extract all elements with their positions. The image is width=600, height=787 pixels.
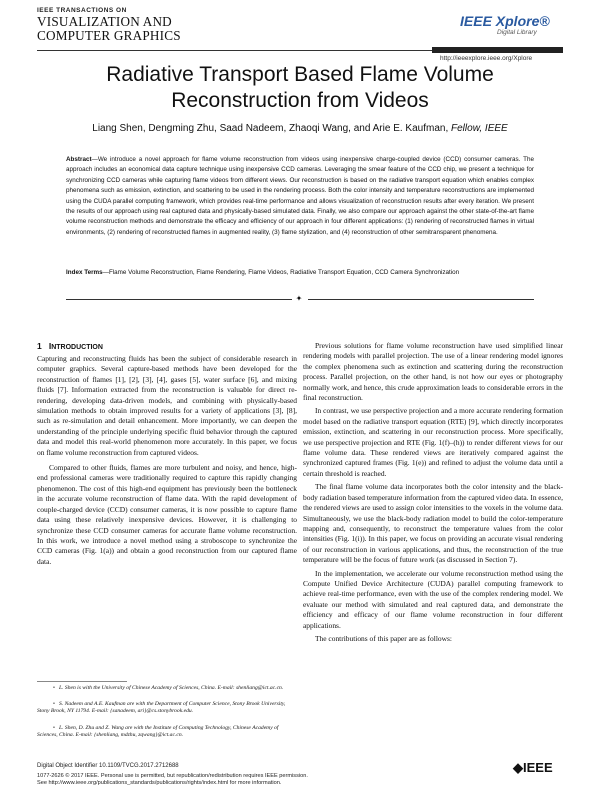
body-paragraph: Previous solutions for flame volume reconstruction have used simplified linear rendering models with parallel projection. The use of a linear rendering model ignores the complex phenomena such as extinction and scattering during the reconstruction process. Parallel projection, on the other hand, is not how our eyes or photography normally work, and hence, this crude approximation leads to considerable errors in the final reconstruction. — [303, 341, 563, 403]
journal-series-label: IEEE TRANSACTIONS ON — [37, 7, 127, 14]
copyright-line2: See http://www.ieee.org/publications_standards/publications/rights/index.html for more information. — [37, 780, 282, 787]
footnote-text: L. Shen, D. Zhu and Z. Wang are with the Institute of Computing Technology, Chinese Academy of Sciences, China. E-mail: {shenliang, mdzhu, zqwang}@ict.ac.cn. — [37, 725, 279, 739]
ieee-logo-icon: ◆IEEE — [513, 760, 553, 775]
journal-name — [37, 15, 181, 43]
abstract-label: Abstract — [66, 156, 92, 163]
paper-title-line2: Reconstruction from Videos — [171, 89, 429, 112]
abstract-text: —We introduce a novel approach for flame volume reconstruction from videos using inexpensive charge-coupled device (CCD) consumer cameras. The approach includes an economical data capture technique using inexpensive CCD cameras. Leveraging the smear feature of the CCD chip, we present a technique for synchronizing CCD cameras while capturing flame videos from different views. Our reconstruction is based on the radiative transport equation which enables complex phenomena such as emission, extinction, and scattering to be used in the rendering process. Both the color intensity and temperature reconstructions are implemented using the CUDA parallel computing framework, which provides real-time performance and allows visualization of reconstruction results after every iteration. We present the results of our approach using real captured data and physically-based simulated data. Finally, we also compare our approach against the other state-of-the-art flame volume reconstruction methods and demonstrate the efficacy and efficiency of our approach in four different applications: (1) rendering of reconstructed flames in virtual environments, (2) rendering of reconstructed flames in augmented reality, (3) flame stylization, and (4) reconstruction of other semitransparent phenomena. — [66, 156, 534, 236]
doi-identifier: Digital Object Identifier 10.1109/TVCG.2017.2712688 — [37, 763, 179, 769]
divider-ornament-icon: ✦ — [295, 294, 303, 303]
body-paragraph: Capturing and reconstructing fluids has been the subject of considerable research in computer graphics. Several capture-based methods have been developed for the reconstruction of flames [1], [2], [3], [4], gases [5], water surface [6], and mixing fluids [7]. Information extracted from the reconstruction is valuable for direct re-rendering, developing data-driven models, and combining with physically-based simulation methods to obtain improved results for a variety of applications [3], [8], such as re-simulation and detail enhancement. More importantly, we can deepen the understanding of the principle underlying specific fluid behavior through the captured data and model this real-world phenomenon more accurately. In this paper, we focus on flame volume reconstruction from captured videos. — [37, 354, 297, 457]
section-divider-left — [66, 299, 292, 300]
author-names: Liang Shen, Dengming Zhu, Saad Nadeem, Zhaoqi Wang, and Arie E. Kaufman, — [92, 123, 449, 134]
body-paragraph: Compared to other fluids, flames are more turbulent and noisy, and hence, high-end professional cameras were traditionally required to capture this rapidly changing phenomenon. The cost of this high-end equipment has previously been the bottleneck in the accurate volume reconstruction of flame data. With the rapid development of couple-charged device (CCD) consumer cameras, it is now possible to capture flame data using these relatively inexpensive devices. However, it is challenging to synchronize these CCD consumer cameras for accurate flame volume reconstruction. In this work, we introduce a novel method using a stroboscope to synchronize the CCD cameras (Fig. 1(a)) and obtain a good reconstruction from our captured flame data. — [37, 463, 297, 566]
body-paragraph: In the implementation, we accelerate our volume reconstruction method using the Compute Unified Device Architecture (CUDA) parallel computing framework to achieve real-time performance, even with the use of the complex rendering model. We evaluate our method with simulated and real captured data, and demonstrate the efficiency and efficacy of our flame volume reconstruction in four different applications. — [303, 568, 563, 630]
author-list — [40, 123, 560, 134]
index-terms-label: Index Terms — [66, 269, 103, 276]
journal-name-line2: COMPUTER GRAPHICS — [37, 28, 181, 43]
footnote-rule — [37, 681, 127, 682]
section-title-initial: I — [48, 341, 52, 351]
copyright-notice — [37, 773, 308, 787]
index-terms — [66, 268, 534, 278]
section-number: 1 — [37, 341, 42, 351]
ieee-xplore-logo: IEEE Xplore® — [460, 13, 550, 29]
header-rule — [37, 50, 432, 51]
footnote-text: L. Shen is with the University of Chinese Academy of Sciences, China. E-mail: shenliang@ict.ac.cn. — [59, 685, 284, 691]
right-column — [303, 341, 563, 644]
journal-name-line1: VISUALIZATION AND — [37, 14, 172, 29]
footnote-text: S. Nadeem and A.E. Kaufman are with the Department of Computer Science, Stony Brook University, Stony Brook, NY 11794. E-mail: {sanadeem, ari}@cs.stonybrook.edu. — [37, 701, 286, 715]
footnote-bullet: • — [53, 685, 55, 691]
body-paragraph: In contrast, we use perspective projection and a more accurate rendering formation model based on the radiative transport equation (RTE) [9], which directly incorporates emission, extinction, and scattering in our reconstruction process. More specifically, we use perspective projection and RTE (Fig. 1(f)–(h)) to render different views for our flame volume data. These rendered views are iteratively compared against the synchronized captured frames (Fig. 1(e)) and refined to adjust the volume data until a certain threshold is reached. — [303, 406, 563, 478]
paper-title-line1: Radiative Transport Based Flame Volume — [106, 63, 494, 86]
digital-library-label: Digital Library — [497, 29, 537, 36]
author-suffix: Fellow, IEEE — [451, 123, 508, 134]
copyright-line1: 1077-2626 © 2017 IEEE. Personal use is permitted, but republication/redistribution requires IEEE permission. — [37, 773, 308, 779]
xplore-url[interactable]: http://ieeexplore.ieee.org/Xplore — [440, 55, 533, 62]
section-title-rest: NTRODUCTION — [51, 344, 103, 351]
footnote — [37, 725, 297, 740]
left-column — [37, 354, 297, 567]
footnote-bullet: • — [53, 725, 55, 731]
body-paragraph: The final flame volume data incorporates both the color intensity and the black-body radiation based temperature information from the captured video data. In essence, the rendered views are used to assign color intensities to the voxels in the volume data. Simultaneously, we use the black-body radiation model to build the color-temperature mapping and, consequently, to reconstruct the temperature values from the color intensities (Fig. 1(i)). In this paper, we focus on providing an accurate visual rendering of our reconstruction in various applications, and thus, the reconstruction of the true temperature will be the focus of future work (as discussed in Section 7). — [303, 482, 564, 565]
section-divider-right — [308, 299, 534, 300]
header-rule-thick — [432, 47, 563, 53]
footnote-bullet: • — [53, 701, 55, 707]
index-terms-text: —Flame Volume Reconstruction, Flame Rendering, Flame Videos, Radiative Transport Equation, CCD Camera Synchronization — [102, 269, 460, 276]
paper-title — [40, 62, 560, 114]
abstract — [66, 155, 534, 238]
footnote — [37, 701, 297, 716]
body-paragraph: The contributions of this paper are as follows: — [315, 633, 452, 643]
section-heading — [37, 341, 103, 351]
footnote — [37, 685, 297, 692]
